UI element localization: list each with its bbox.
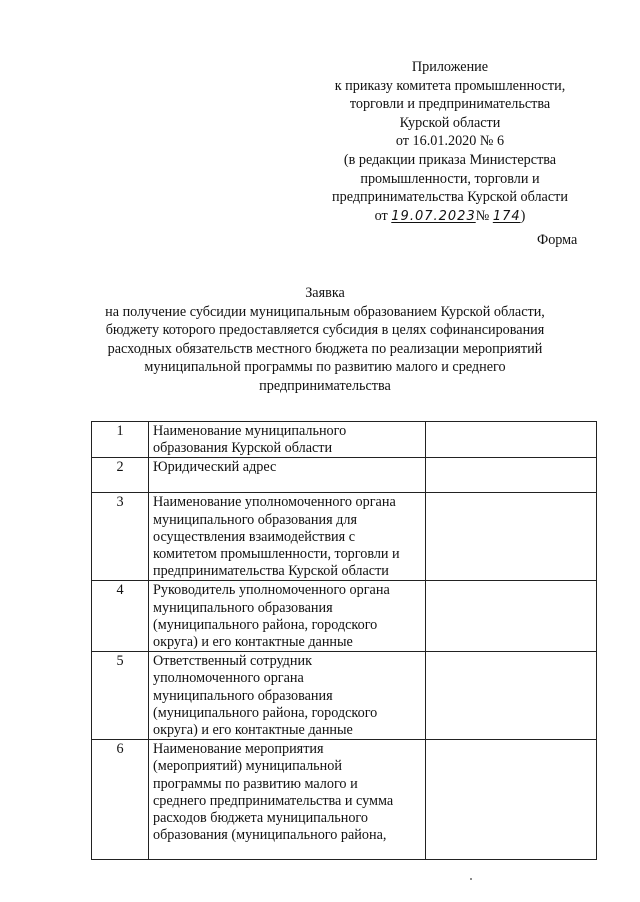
row-label [149,493,426,581]
table-row [92,652,597,740]
request-line: на получение субсидии муниципальным образованием Курской области, [105,303,545,320]
row-number: 2 [92,458,149,493]
row-number: 4 [92,581,149,652]
row-label-line: Наименование муниципального [153,423,347,439]
appendix-line: торговли и предпринимательства [349,96,551,113]
appendix-title: Приложение [411,59,489,75]
request-block [60,284,590,396]
appendix-line: (в редакции приказа Министерства [343,151,557,168]
row-label-line: комитетом промышленности, торговли и [153,546,400,563]
row-label [149,581,426,652]
request-title: Заявка [305,285,345,301]
appendix-line: предпринимательства Курской области [332,189,568,206]
row-label-line: предпринимательства Курской области [153,563,389,580]
row-label [149,652,426,740]
row-value [426,652,597,740]
request-line: предпринимательства [259,377,391,394]
row-label-line: округа) и его контактные данные [153,634,353,651]
request-line: муниципальной программы по развитию малого и среднего [144,359,506,376]
row-label-line: образования (муниципального района, [153,827,387,844]
row-label-line: (муниципального района, городского [153,704,378,721]
appendix-line: к приказу комитета промышленности, [334,77,566,94]
row-number: 5 [92,652,149,740]
row-value [426,458,597,493]
row-label [149,422,426,458]
request-line: расходных обязательств местного бюджета по реализации мероприятий [107,340,543,357]
row-value [426,581,597,652]
amend-suffix: ) [520,207,526,224]
table-row [92,740,597,860]
row-number: 1 [92,422,149,458]
table-row [92,422,597,458]
table-row [92,458,597,493]
row-value [426,740,597,860]
row-label-line: Наименование мероприятия [153,741,324,758]
row-label-line: среднего предпринимательства и сумма [153,792,394,809]
amendment-line [300,207,600,227]
application-table [91,421,597,860]
row-label-line: Наименование уполномоченного органа [153,494,396,511]
table-row [92,581,597,652]
row-label-line: Ответственный сотрудник [153,653,312,670]
row-number: 3 [92,493,149,581]
amend-number-sign: № [475,207,490,224]
amend-prefix: от [374,207,388,224]
request-line: бюджету которого предоставляется субсидия в целях софинансирования [105,322,545,339]
row-label-line: осуществления взаимодействия с [153,528,355,545]
row-label-line: муниципального образования для [153,511,358,528]
row-label-line: Юридический адрес [153,459,277,476]
row-label-line: муниципального образования [153,687,333,704]
row-label-clip [153,741,421,859]
row-label-line: уполномоченного органа [153,670,304,687]
scan-speck [470,878,472,880]
row-label [149,740,426,860]
handwritten-date: 19.07.2023 [391,208,476,224]
row-label-line: округа) и его контактные данные [153,722,353,739]
appendix-line: Курской области [399,114,501,131]
row-number: 6 [92,740,149,860]
row-label-line: расходов бюджета муниципального [153,810,368,827]
row-label-line: образования Курской области [153,440,333,457]
row-value [426,493,597,581]
row-label-line: (муниципального района, городского [153,616,378,633]
appendix-line: промышленности, торговли и [360,170,540,187]
row-label-line: программы по развитию малого и [153,775,358,792]
row-label [149,458,426,493]
appendix-block [300,58,600,226]
row-value [426,422,597,458]
table-row [92,493,597,581]
row-label-line: Руководитель уполномоченного органа [153,582,390,599]
form-label: Форма [537,232,578,248]
appendix-line: от 16.01.2020 № 6 [395,133,505,150]
row-label-line: муниципального образования [153,599,333,616]
row-label-line: (мероприятий) муниципальной [153,758,342,775]
handwritten-number: 174 [492,208,521,224]
